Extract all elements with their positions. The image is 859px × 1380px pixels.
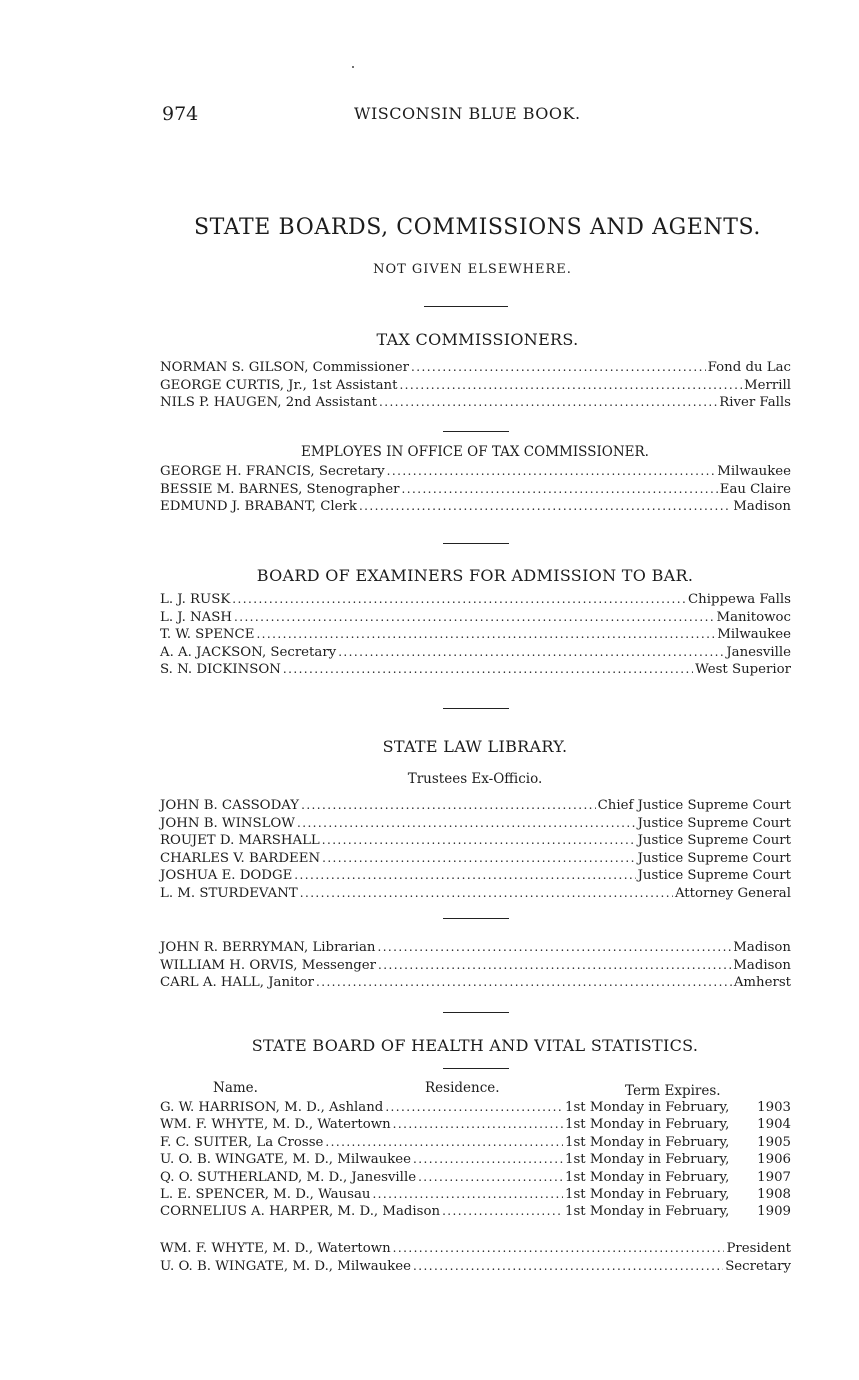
column-header-name: Name. xyxy=(213,1080,258,1096)
bar-examiners-list xyxy=(160,591,791,679)
tax-commissioners-list xyxy=(160,359,791,412)
employes-list xyxy=(160,463,791,516)
print-speck xyxy=(352,66,354,68)
list-item: NILS P. HAUGEN, 2nd Assistant . . . River Falls xyxy=(160,394,791,412)
list-item: GEORGE H. FRANCIS, Secretary . . . Milwaukee xyxy=(160,463,791,481)
list-item: L. J. RUSK . . . Chippewa Falls xyxy=(160,591,791,609)
table-row: G. W. HARRISON, M. D., Ashland . . . 1st Monday in February, 1903 xyxy=(160,1099,791,1116)
page-subtitle: NOT GIVEN ELSEWHERE. xyxy=(373,262,572,277)
list-item: JOHN B. WINSLOW . . . Justice Supreme Court xyxy=(160,815,791,833)
list-item: T. W. SPENCE . . . Milwaukee xyxy=(160,626,791,644)
table-row: Q. O. SUTHERLAND, M. D., Janesville . . . 1st Monday in February, 1907 xyxy=(160,1169,791,1186)
law-library-heading: STATE LAW LIBRARY. xyxy=(382,737,568,756)
page-title: STATE BOARDS, COMMISSIONS AND AGENTS. xyxy=(193,215,762,240)
table-row: CORNELIUS A. HARPER, M. D., Madison . . . 1st Monday in February, 1909 xyxy=(160,1203,791,1220)
list-item: A. A. JACKSON, Secretary . . . Janesville xyxy=(160,644,791,662)
running-head: WISCONSIN BLUE BOOK. xyxy=(354,104,581,123)
section-divider xyxy=(443,543,509,544)
column-header-term: Term Expires. xyxy=(625,1083,721,1099)
health-board-heading: STATE BOARD OF HEALTH AND VITAL STATISTICS. xyxy=(251,1036,699,1055)
list-item: CARL A. HALL, Janitor . . . Amherst xyxy=(160,974,791,992)
trustees-list xyxy=(160,797,791,903)
section-divider xyxy=(443,708,509,709)
table-row: F. C. SUITER, La Crosse . . . 1st Monday in February, 1905 xyxy=(160,1134,791,1151)
table-row: U. O. B. WINGATE, M. D., Milwaukee . . . 1st Monday in February, 1906 xyxy=(160,1151,791,1168)
section-divider xyxy=(443,1068,509,1069)
list-item: GEORGE CURTIS, Jr., 1st Assistant . . . Merrill xyxy=(160,377,791,395)
list-item: S. N. DICKINSON . . . West Superior xyxy=(160,661,791,679)
section-divider xyxy=(443,431,509,432)
health-board-members xyxy=(160,1099,791,1221)
list-item: JOSHUA E. DODGE . . . Justice Supreme Court xyxy=(160,867,791,885)
tax-commissioners-heading: TAX COMMISSIONERS. xyxy=(376,330,579,349)
list-item: NORMAN S. GILSON, Commissioner . . . Fond du Lac xyxy=(160,359,791,377)
list-item: EDMUND J. BRABANT, Clerk . . . Madison xyxy=(160,498,791,516)
list-item: BESSIE M. BARNES, Stenographer . . . Eau Claire xyxy=(160,481,791,499)
law-library-subheading: Trustees Ex-Officio. xyxy=(407,771,543,787)
list-item: U. O. B. WINGATE, M. D., Milwaukee . . . Secretary xyxy=(160,1258,791,1276)
table-row: WM. F. WHYTE, M. D., Watertown . . . 1st Monday in February, 1904 xyxy=(160,1116,791,1133)
section-divider xyxy=(424,306,508,307)
list-item: L. M. STURDEVANT . . . Attorney General xyxy=(160,885,791,903)
health-board-officers xyxy=(160,1240,791,1275)
employes-heading: EMPLOYES IN OFFICE OF TAX COMMISSIONER. xyxy=(301,444,649,460)
section-divider xyxy=(443,918,509,919)
list-item: ROUJET D. MARSHALL . . . Justice Supreme Court xyxy=(160,832,791,850)
list-item: WILLIAM H. ORVIS, Messenger . . . Madison xyxy=(160,957,791,975)
list-item: JOHN R. BERRYMAN, Librarian . . . Madison xyxy=(160,939,791,957)
library-staff-list xyxy=(160,939,791,992)
list-item: JOHN B. CASSODAY . . . Chief Justice Supreme Court xyxy=(160,797,791,815)
list-item: L. J. NASH . . . Manitowoc xyxy=(160,609,791,627)
column-header-residence: Residence. xyxy=(425,1080,500,1096)
list-item: WM. F. WHYTE, M. D., Watertown . . . President xyxy=(160,1240,791,1258)
list-item: CHARLES V. BARDEEN . . . Justice Supreme Court xyxy=(160,850,791,868)
bar-examiners-heading: BOARD OF EXAMINERS FOR ADMISSION TO BAR. xyxy=(256,566,694,585)
page-number: 974 xyxy=(162,103,199,125)
table-row: L. E. SPENCER, M. D., Wausau . . . 1st Monday in February, 1908 xyxy=(160,1186,791,1203)
section-divider xyxy=(443,1012,509,1013)
